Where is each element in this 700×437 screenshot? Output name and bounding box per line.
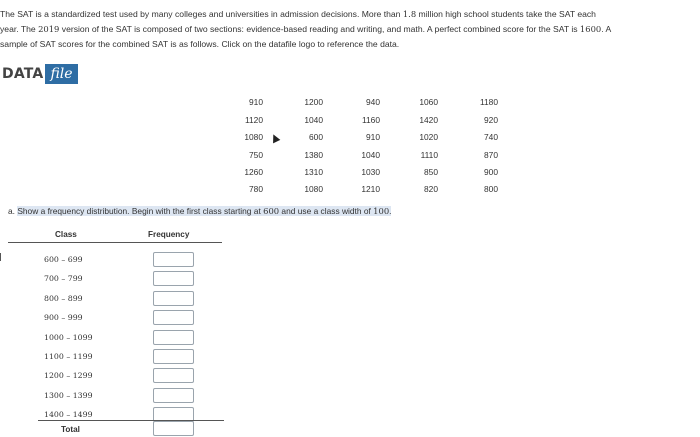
score-cell: 1380 <box>304 150 323 160</box>
score-cell: 1040 <box>304 115 323 125</box>
score-cell: 740 <box>484 132 498 142</box>
score-cell: 920 <box>484 115 498 125</box>
datafile-logo-data: DATA <box>2 66 44 82</box>
score-cell: 1020 <box>419 132 438 142</box>
class-label: 600 – 699 <box>44 255 83 264</box>
score-cell: 1110 <box>420 150 438 160</box>
frequency-input[interactable] <box>153 349 194 364</box>
score-cell: 850 <box>424 167 438 177</box>
score-cell: 1080 <box>244 132 263 142</box>
frequency-header: Frequency <box>148 230 190 239</box>
frequency-input[interactable] <box>153 271 194 286</box>
intro-line-2: year. The 2019 version of the SAT is composed of two sections: evidence-based reading and writing, and math. A perfect combined score for the SAT is 1600. A <box>0 24 612 34</box>
class-label: 800 – 899 <box>44 293 83 303</box>
score-cell: 750 <box>249 150 263 160</box>
class-label: 900 – 999 <box>44 313 83 323</box>
score-cell: 1120 <box>244 115 263 125</box>
datafile-logo-file: file <box>45 64 77 84</box>
problem-intro <box>0 7 700 52</box>
score-cell: 1200 <box>304 97 323 107</box>
score-cell: 870 <box>484 150 498 160</box>
frequency-input[interactable] <box>153 252 194 267</box>
class-label: 1100 – 1199 <box>44 352 93 361</box>
intro-line-3: sample of SAT scores for the combined SAT is as follows. Click on the datafile logo to reference the data. <box>0 39 400 49</box>
score-cell: 1040 <box>361 150 380 160</box>
score-cell: 800 <box>484 184 498 194</box>
frequency-input[interactable] <box>153 291 194 306</box>
frequency-input[interactable] <box>153 310 194 325</box>
score-cell: 910 <box>249 97 263 107</box>
frequency-input[interactable] <box>153 388 194 403</box>
row-marker <box>0 253 1 261</box>
total-label: Total <box>61 425 80 434</box>
question-a: a. Show a frequency distribution. Begin with the first class starting at 600 and use a class width of 100. <box>8 206 392 216</box>
score-cell: 940 <box>366 97 380 107</box>
score-cell: 780 <box>249 184 263 194</box>
score-cell: 600 <box>309 132 323 142</box>
score-cell: 820 <box>424 184 438 194</box>
score-cell: 1420 <box>419 115 438 125</box>
mouse-cursor-icon <box>270 133 281 144</box>
score-cell: 900 <box>484 167 498 177</box>
table-header-divider <box>8 242 222 243</box>
score-cell: 1060 <box>419 97 438 107</box>
score-cell: 1310 <box>304 167 323 177</box>
table-total-divider <box>38 420 224 421</box>
class-label: 1000 – 1099 <box>44 332 93 342</box>
class-label: 700 – 799 <box>44 274 83 284</box>
frequency-input[interactable] <box>153 330 194 345</box>
score-cell: 910 <box>366 132 380 142</box>
class-label: 1400 – 1499 <box>44 410 93 420</box>
score-cell: 1180 <box>479 97 498 107</box>
score-cell: 1210 <box>361 184 380 194</box>
score-cell: 1080 <box>304 184 323 194</box>
score-cell: 1160 <box>361 115 380 125</box>
score-cell: 1260 <box>244 167 263 177</box>
class-label: 1300 – 1399 <box>44 390 93 400</box>
frequency-input-total[interactable] <box>153 421 194 436</box>
frequency-input[interactable] <box>153 368 194 383</box>
intro-line-1: The SAT is a standardized test used by many colleges and universities in admission decisions. More than 1.8 million high school students take the SAT each <box>0 9 596 19</box>
class-header: Class <box>55 230 77 239</box>
datafile-logo[interactable] <box>2 64 78 84</box>
class-label: 1200 – 1299 <box>44 371 93 381</box>
score-cell: 1030 <box>361 167 380 177</box>
